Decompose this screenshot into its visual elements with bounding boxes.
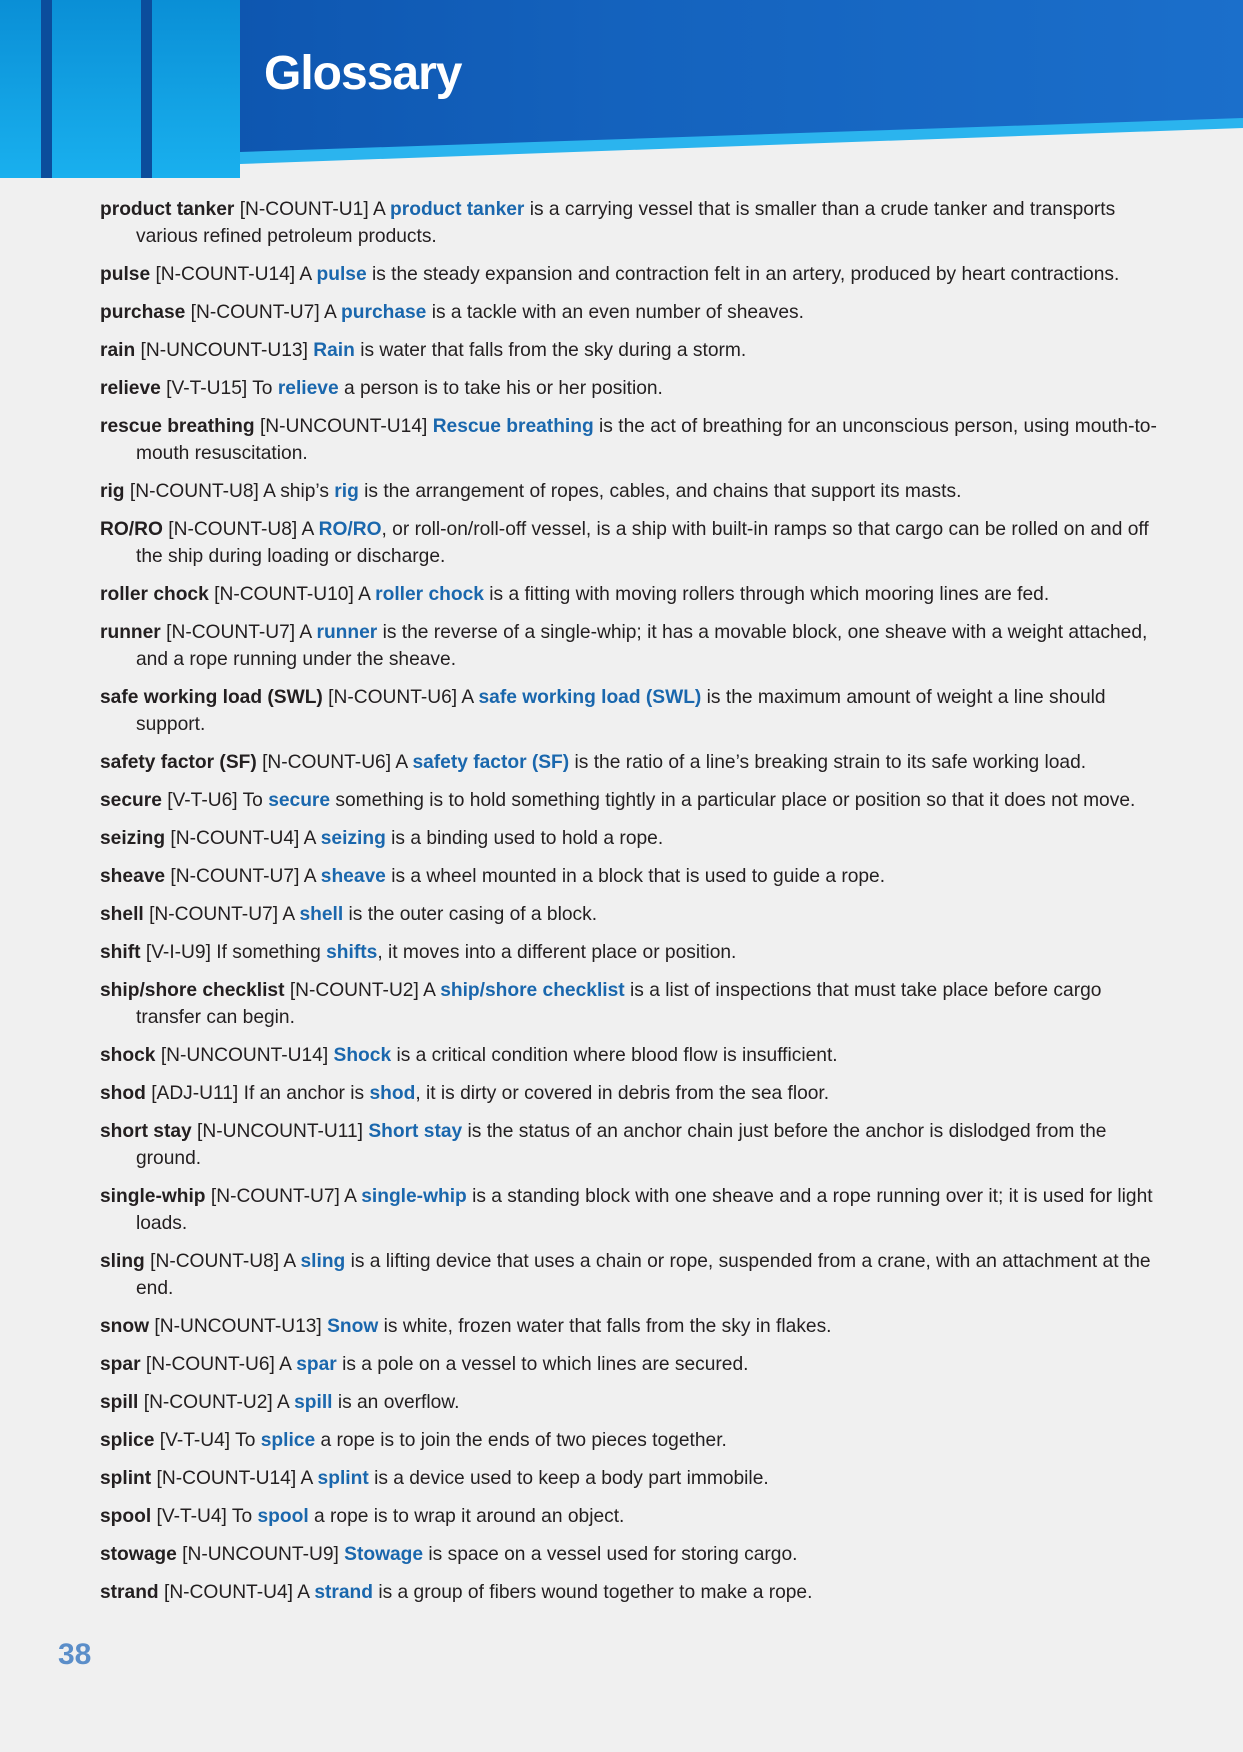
- entry-highlight: Rescue breathing: [432, 416, 594, 437]
- glossary-entry: [100, 901, 1160, 928]
- entry-term: shell: [100, 904, 144, 925]
- entry-tag: [N-UNCOUNT-U13]: [140, 340, 308, 361]
- entry-highlight: rig: [334, 481, 359, 502]
- entry-definition: is the status of an anchor chain just before the anchor is dislodged from the ground.: [136, 1121, 1107, 1169]
- entry-highlight: product tanker: [390, 199, 525, 220]
- entry-tag: [N-UNCOUNT-U14]: [259, 416, 428, 437]
- entry-definition: is a lifting device that uses a chain or rope, suspended from a crane, with an attachment at the end.: [136, 1251, 1151, 1299]
- glossary-entry: [100, 684, 1160, 738]
- entry-tag: [V-T-U4]: [159, 1430, 231, 1451]
- entry-definition: is an overflow.: [337, 1392, 460, 1413]
- glossary-entry: [100, 337, 1160, 364]
- glossary-entry: [100, 413, 1160, 467]
- entry-term: strand: [100, 1582, 159, 1603]
- entry-highlight: sheave: [320, 866, 386, 887]
- entry-definition: a rope is to join the ends of two pieces together.: [320, 1430, 727, 1451]
- glossary-entry: [100, 1351, 1160, 1378]
- entry-tag: [V-T-U15]: [166, 378, 248, 399]
- entry-tag: [N-COUNT-U7]: [190, 302, 320, 323]
- banner-graphic: [0, 0, 1243, 180]
- glossary-entry: [100, 1389, 1160, 1416]
- entry-term: runner: [100, 622, 161, 643]
- entry-term: pulse: [100, 264, 151, 285]
- entry-highlight: sling: [300, 1251, 346, 1272]
- entry-text-before: A: [423, 980, 435, 1001]
- entry-text-before: To: [242, 790, 263, 811]
- entry-text-before: A: [323, 302, 336, 323]
- entry-tag: [N-COUNT-U4]: [163, 1582, 293, 1603]
- entry-term: shod: [100, 1083, 146, 1104]
- glossary-entry: [100, 516, 1160, 570]
- entry-highlight: splint: [317, 1468, 369, 1489]
- entry-highlight: shell: [299, 904, 344, 925]
- entry-text-before: To: [231, 1506, 253, 1527]
- entry-term: short stay: [100, 1121, 192, 1142]
- entry-highlight: single-whip: [361, 1186, 467, 1207]
- entry-definition: is a fitting with moving rollers through which mooring lines are fed.: [489, 584, 1050, 605]
- entry-term: sling: [100, 1251, 145, 1272]
- entry-text-before: To: [252, 378, 273, 399]
- entry-definition: is a list of inspections that must take place before cargo transfer can begin.: [136, 980, 1102, 1028]
- entry-term: spool: [100, 1506, 152, 1527]
- entry-tag: [N-COUNT-U10]: [214, 584, 354, 605]
- entry-highlight: Rain: [313, 340, 355, 361]
- entry-tag: [V-T-U6]: [167, 790, 238, 811]
- entry-tag: [N-UNCOUNT-U13]: [154, 1316, 322, 1337]
- entry-definition: is a critical condition where blood flow is insufficient.: [396, 1045, 838, 1066]
- entry-tag: [N-COUNT-U8]: [168, 519, 298, 540]
- entry-text-before: A: [277, 1392, 289, 1413]
- entry-highlight: Snow: [327, 1316, 379, 1337]
- entry-definition: is a pole on a vessel to which lines are secured.: [342, 1354, 749, 1375]
- entry-definition: is the steady expansion and contraction felt in an artery, produced by heart contractions.: [371, 264, 1120, 285]
- entry-term: spill: [100, 1392, 139, 1413]
- entry-definition: a rope is to wrap it around an object.: [314, 1506, 625, 1527]
- entry-term: ship/shore checklist: [100, 980, 285, 1001]
- entry-definition: is the reverse of a single-whip; it has a movable block, one sheave with a weight attached, and a rope running under the sheave.: [136, 622, 1148, 670]
- page-number: 38: [58, 1638, 92, 1671]
- header-banner: [0, 0, 1243, 180]
- entry-term: safety factor (SF): [100, 752, 257, 773]
- entry-highlight: Shock: [333, 1045, 392, 1066]
- glossary-entry: [100, 1183, 1160, 1237]
- entry-tag: [N-COUNT-U2]: [289, 980, 419, 1001]
- entry-highlight: shod: [369, 1083, 416, 1104]
- glossary-entry: [100, 1579, 1160, 1606]
- glossary-entry: [100, 299, 1160, 326]
- entry-definition: is a wheel mounted in a block that is used to guide a rope.: [391, 866, 886, 887]
- entry-highlight: strand: [314, 1582, 373, 1603]
- entry-text-before: A: [283, 1251, 296, 1272]
- entry-term: splint: [100, 1468, 152, 1489]
- glossary-entry: [100, 1248, 1160, 1302]
- entry-definition: is the act of breathing for an unconscious person, using mouth-to-mouth resuscitation.: [136, 416, 1157, 464]
- glossary-entry: [100, 196, 1160, 250]
- entry-tag: [V-T-U4]: [156, 1506, 227, 1527]
- entry-definition: , it is dirty or covered in debris from the sea floor.: [415, 1083, 830, 1104]
- entry-text-before: If something: [216, 942, 321, 963]
- entry-highlight: purchase: [341, 302, 427, 323]
- entry-term: safe working load (SWL): [100, 687, 323, 708]
- entry-tag: [N-UNCOUNT-U9]: [182, 1544, 339, 1565]
- entry-text-before: A: [282, 904, 295, 925]
- entry-term: sheave: [100, 866, 166, 887]
- entry-text-before: A: [300, 1468, 313, 1489]
- glossary-entry: [100, 1042, 1160, 1069]
- entry-highlight: safety factor (SF): [412, 752, 570, 773]
- entry-highlight: ship/shore checklist: [440, 980, 625, 1001]
- glossary-entry: [100, 1427, 1160, 1454]
- entry-definition: is water that falls from the sky during a storm.: [360, 340, 747, 361]
- entry-tag: [N-COUNT-U7]: [210, 1186, 340, 1207]
- entry-term: spar: [100, 1354, 141, 1375]
- entry-definition: is the arrangement of ropes, cables, and chains that support its masts.: [364, 481, 962, 502]
- entry-term: rain: [100, 340, 136, 361]
- glossary-entry: [100, 863, 1160, 890]
- entry-highlight: safe working load (SWL): [478, 687, 702, 708]
- entry-definition: is the maximum amount of weight a line should support.: [136, 687, 1106, 735]
- entry-term: rescue breathing: [100, 416, 255, 437]
- entry-term: product tanker: [100, 199, 235, 220]
- entry-text-before: A: [301, 519, 314, 540]
- entry-definition: is a standing block with one sheave and a rope running over it; it is used for light loads.: [136, 1186, 1153, 1234]
- entry-text-before: A: [395, 752, 408, 773]
- glossary-entry: [100, 1503, 1160, 1530]
- entry-definition: , or roll-on/roll-off vessel, is a ship with built-in ramps so that cargo can be rolled on and off the ship during loading or discharge.: [136, 519, 1149, 567]
- entry-tag: [N-COUNT-U8]: [129, 481, 259, 502]
- entry-tag: [N-COUNT-U4]: [170, 828, 300, 849]
- entry-definition: is a group of fibers wound together to make a rope.: [378, 1582, 813, 1603]
- entry-highlight: seizing: [320, 828, 386, 849]
- entry-highlight: roller chock: [375, 584, 484, 605]
- entry-definition: is space on a vessel used for storing cargo.: [428, 1544, 798, 1565]
- entry-term: RO/RO: [100, 519, 163, 540]
- entry-term: purchase: [100, 302, 186, 323]
- entry-term: seizing: [100, 828, 166, 849]
- entry-definition: is a binding used to hold a rope.: [391, 828, 664, 849]
- entry-text-before: A: [303, 866, 316, 887]
- entry-definition: is a tackle with an even number of sheaves.: [431, 302, 804, 323]
- entry-tag: [N-COUNT-U7]: [170, 866, 300, 887]
- entry-highlight: shifts: [326, 942, 378, 963]
- entry-tag: [N-COUNT-U2]: [143, 1392, 273, 1413]
- entry-tag: [N-COUNT-U14]: [155, 264, 296, 285]
- entry-tag: [N-COUNT-U7]: [149, 904, 279, 925]
- entry-text-before: A: [461, 687, 474, 708]
- entry-highlight: relieve: [277, 378, 339, 399]
- entry-highlight: spill: [294, 1392, 333, 1413]
- glossary-entry: [100, 619, 1160, 673]
- entry-text-before: A ship’s: [263, 481, 329, 502]
- glossary-entry: [100, 787, 1160, 814]
- entry-definition: is a device used to keep a body part immobile.: [374, 1468, 769, 1489]
- glossary-entry: [100, 1313, 1160, 1340]
- entry-tag: [N-COUNT-U6]: [328, 687, 458, 708]
- glossary-entry: [100, 1118, 1160, 1172]
- entry-definition: is white, frozen water that falls from the sky in flakes.: [383, 1316, 832, 1337]
- entry-tag: [N-COUNT-U6]: [262, 752, 392, 773]
- entry-tag: [N-UNCOUNT-U11]: [197, 1121, 363, 1142]
- entry-highlight: spar: [296, 1354, 337, 1375]
- entry-term: snow: [100, 1316, 150, 1337]
- entry-tag: [N-COUNT-U14]: [156, 1468, 297, 1489]
- entry-tag: [V-I-U9]: [145, 942, 211, 963]
- entry-highlight: RO/RO: [318, 519, 382, 540]
- entry-highlight: Stowage: [344, 1544, 424, 1565]
- entry-tag: [N-COUNT-U8]: [150, 1251, 280, 1272]
- entry-term: relieve: [100, 378, 161, 399]
- entry-definition: is the ratio of a line’s breaking strain to its safe working load.: [574, 752, 1087, 773]
- entry-text-before: A: [299, 622, 312, 643]
- entry-text-before: A: [358, 584, 370, 605]
- entry-text-before: If an anchor is: [243, 1083, 365, 1104]
- glossary-entry: [100, 478, 1160, 505]
- entry-definition: something is to hold something tightly in a particular place or position so that it does not move.: [335, 790, 1136, 811]
- glossary-entry: [100, 581, 1160, 608]
- entry-definition: is the outer casing of a block.: [348, 904, 598, 925]
- glossary-entry: [100, 1080, 1160, 1107]
- entry-tag: [N-COUNT-U7]: [166, 622, 296, 643]
- glossary-entry: [100, 261, 1160, 288]
- entry-text-before: A: [372, 199, 385, 220]
- entry-tag: [ADJ-U11]: [151, 1083, 239, 1104]
- entry-highlight: secure: [268, 790, 331, 811]
- entry-highlight: pulse: [316, 264, 367, 285]
- glossary-entry: [100, 825, 1160, 852]
- entry-term: shock: [100, 1045, 156, 1066]
- entry-term: single-whip: [100, 1186, 206, 1207]
- glossary-entry: [100, 939, 1160, 966]
- entry-text-before: A: [299, 264, 312, 285]
- entry-text-before: A: [279, 1354, 291, 1375]
- entry-term: splice: [100, 1430, 155, 1451]
- page-title: Glossary: [264, 47, 462, 100]
- entry-term: rig: [100, 481, 125, 502]
- glossary-entry: [100, 977, 1160, 1031]
- entry-definition: , it moves into a different place or position.: [377, 942, 737, 963]
- glossary-entry: [100, 1541, 1160, 1568]
- entry-definition: a person is to take his or her position.: [343, 378, 663, 399]
- entry-text-before: A: [344, 1186, 356, 1207]
- entry-term: stowage: [100, 1544, 177, 1565]
- entry-highlight: splice: [260, 1430, 316, 1451]
- entry-tag: [N-COUNT-U1]: [239, 199, 369, 220]
- entry-tag: [N-COUNT-U6]: [145, 1354, 275, 1375]
- entry-definition: is a carrying vessel that is smaller than a crude tanker and transports various refined petroleum products.: [136, 199, 1116, 247]
- entry-term: roller chock: [100, 584, 209, 605]
- entry-text-before: To: [235, 1430, 256, 1451]
- entry-highlight: spool: [257, 1506, 309, 1527]
- glossary-entry: [100, 749, 1160, 776]
- entry-highlight: runner: [316, 622, 378, 643]
- entry-text-before: A: [303, 828, 316, 849]
- entry-term: secure: [100, 790, 162, 811]
- glossary-entry: [100, 375, 1160, 402]
- entry-text-before: A: [297, 1582, 309, 1603]
- glossary-list: [100, 196, 1160, 1617]
- entry-tag: [N-UNCOUNT-U14]: [160, 1045, 329, 1066]
- entry-term: shift: [100, 942, 141, 963]
- glossary-entry: [100, 1465, 1160, 1492]
- entry-highlight: Short stay: [368, 1121, 463, 1142]
